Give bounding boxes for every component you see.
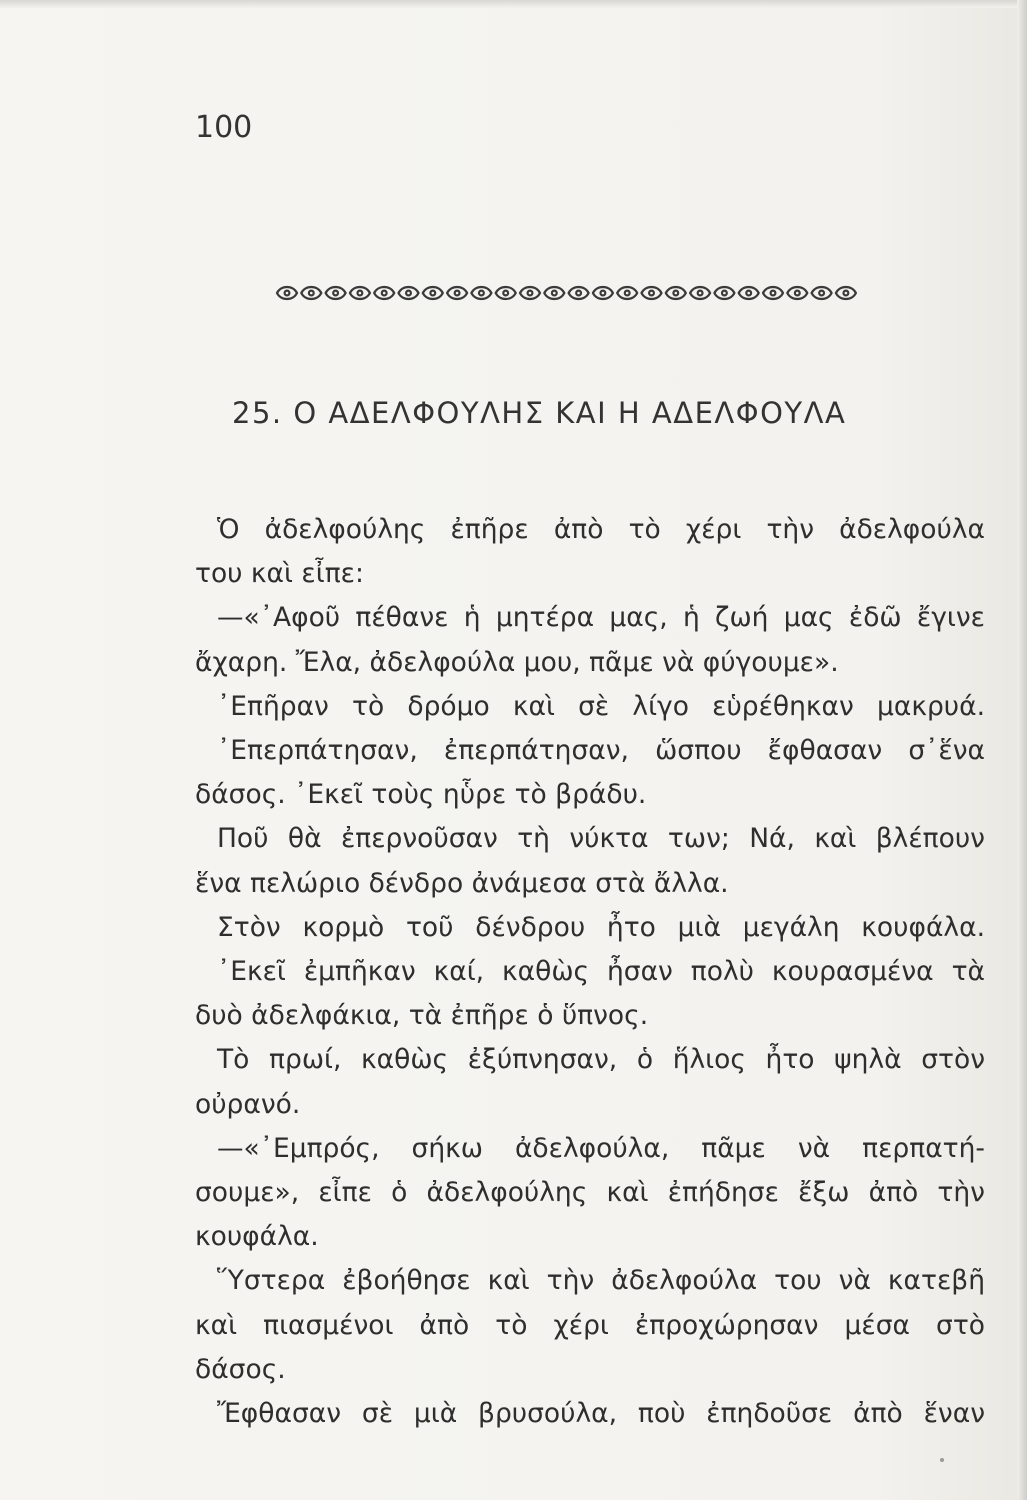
ornament-dot <box>430 291 435 296</box>
ornament-dot <box>601 291 606 296</box>
ornament-link <box>544 287 564 299</box>
ornament-dot <box>795 291 800 296</box>
text-line: κουφάλα. <box>195 1221 319 1253</box>
text-line: ᾿Εκεῖ ἐμπῆκαν καί, καθὼς ἦσαν πολὺ κουρασμένα τὰ <box>217 956 985 988</box>
text-line: καὶ πιασμένοι ἀπὸ τὸ χέρι ἐπροχώρησαν μέσα στὸ <box>195 1309 985 1341</box>
chapter-title: 25. Ο ΑΔΕΛΦΟΥΛΗΣ ΚΑΙ Η ΑΔΕΛΦΟΥΛΑ <box>232 396 847 430</box>
ornament-link <box>836 287 856 299</box>
ornament-dot <box>285 291 290 296</box>
text-line: Ὕστερα ἐβοήθησε καὶ τὴν ἀδελφούλα του νὰ κατεβῆ <box>217 1265 985 1297</box>
ornament-link <box>787 287 807 299</box>
chapter-body-text <box>195 508 985 1436</box>
ornament-dot <box>673 291 678 296</box>
ornament-link <box>350 287 370 299</box>
text-line: —«᾿Εμπρός, σήκω ἀδελφούλα, πᾶμε νὰ περπατή- <box>217 1132 985 1164</box>
text-line: —«᾿Αφοῦ πέθανε ἡ μητέρα μας, ἡ ζωή μας ἐδῶ ἔγινε <box>217 602 985 634</box>
page-right-edge <box>1017 0 1027 1500</box>
ornament-link <box>690 287 710 299</box>
ornament-dot <box>309 291 314 296</box>
text-line: δυὸ ἀδελφάκια, τὰ ἐπῆρε ὁ ὕπνος. <box>195 1000 649 1032</box>
ornament-link <box>617 287 637 299</box>
ornament-link <box>496 287 516 299</box>
ornament-link <box>593 287 613 299</box>
text-line: Ὁ ἀδελφούλης ἐπῆρε ἀπὸ τὸ χέρι τὴν ἀδελφούλα <box>217 514 985 545</box>
text-line: Ἔφθασαν σὲ μιὰ βρυσούλα, ποὺ ἐπηδοῦσε ἀπὸ ἕναν <box>217 1398 985 1430</box>
text-line: Στὸν κορμὸ τοῦ δένδρου ἦτο μιὰ μεγάλη κουφάλα. <box>217 911 985 943</box>
ornament-link <box>399 287 419 299</box>
ornament-dot <box>455 291 460 296</box>
ornament-link <box>447 287 467 299</box>
ornament-link <box>423 287 443 299</box>
ornament-dot <box>528 291 533 296</box>
paper-speck <box>940 1458 944 1462</box>
ornament-link <box>714 287 734 299</box>
ornament-dot <box>479 291 484 296</box>
ornament-dot <box>771 291 776 296</box>
ornament-link <box>739 287 759 299</box>
ornament-link <box>642 287 662 299</box>
ornament-dot <box>625 291 630 296</box>
ornament-link <box>520 287 540 299</box>
text-line: του καὶ εἶπε: <box>195 558 364 590</box>
text-line: ᾿Επερπάτησαν, ἐπερπάτησαν, ὥσπου ἔφθασαν σ᾿ἕνα <box>217 735 985 767</box>
ornament-link <box>666 287 686 299</box>
ornament-dot <box>746 291 751 296</box>
ornament-link <box>763 287 783 299</box>
decorative-ornament-rule <box>273 282 869 304</box>
ornament-dot <box>406 291 411 296</box>
ornament-dot <box>722 291 727 296</box>
text-line: ἕνα πελώριο δένδρο ἀνάμεσα στὰ ἄλλα. <box>195 867 729 899</box>
text-line: οὐρανό. <box>195 1088 301 1120</box>
ornament-dot <box>382 291 387 296</box>
text-line: ᾿Επῆραν τὸ δρόμο καὶ σὲ λίγο εὑρέθηκαν μακρυά. <box>217 690 985 722</box>
text-line: σουμε», εἶπε ὁ ἀδελφούλης καὶ ἐπήδησε ἔξω ἀπὸ τὴν <box>195 1177 985 1209</box>
ornament-dot <box>698 291 703 296</box>
ornament-link <box>374 287 394 299</box>
text-line: ἄχαρη. Ἔλα, ἀδελφούλα μου, πᾶμε νὰ φύγουμε». <box>195 646 839 678</box>
ornament-link <box>471 287 491 299</box>
ornament-dot <box>819 291 824 296</box>
text-line: Ποῦ θὰ ἐπερνοῦσαν τὴ νύκτα των; Νά, καὶ βλέπουν <box>217 823 985 855</box>
ornament-dot <box>844 291 849 296</box>
text-line: Τὸ πρωί, καθὼς ἐξύπνησαν, ὁ ἥλιος ἦτο ψηλὰ στὸν <box>217 1044 985 1076</box>
text-line: δάσος. <box>195 1353 286 1385</box>
page-top-edge <box>0 0 1027 8</box>
ornament-dot <box>358 291 363 296</box>
ornament-link <box>326 287 346 299</box>
ornament-dot <box>576 291 581 296</box>
ornament-dot <box>333 291 338 296</box>
ornament-dot <box>503 291 508 296</box>
ornament-dot <box>649 291 654 296</box>
ornament-dot <box>552 291 557 296</box>
text-line: δάσος. ᾿Εκεῖ τοὺς ηὗρε τὸ βράδυ. <box>195 779 647 811</box>
ornament-link <box>812 287 832 299</box>
ornament-link <box>301 287 321 299</box>
ornament-link <box>277 287 297 299</box>
ornament-link <box>569 287 589 299</box>
page-number: 100 <box>195 110 253 145</box>
